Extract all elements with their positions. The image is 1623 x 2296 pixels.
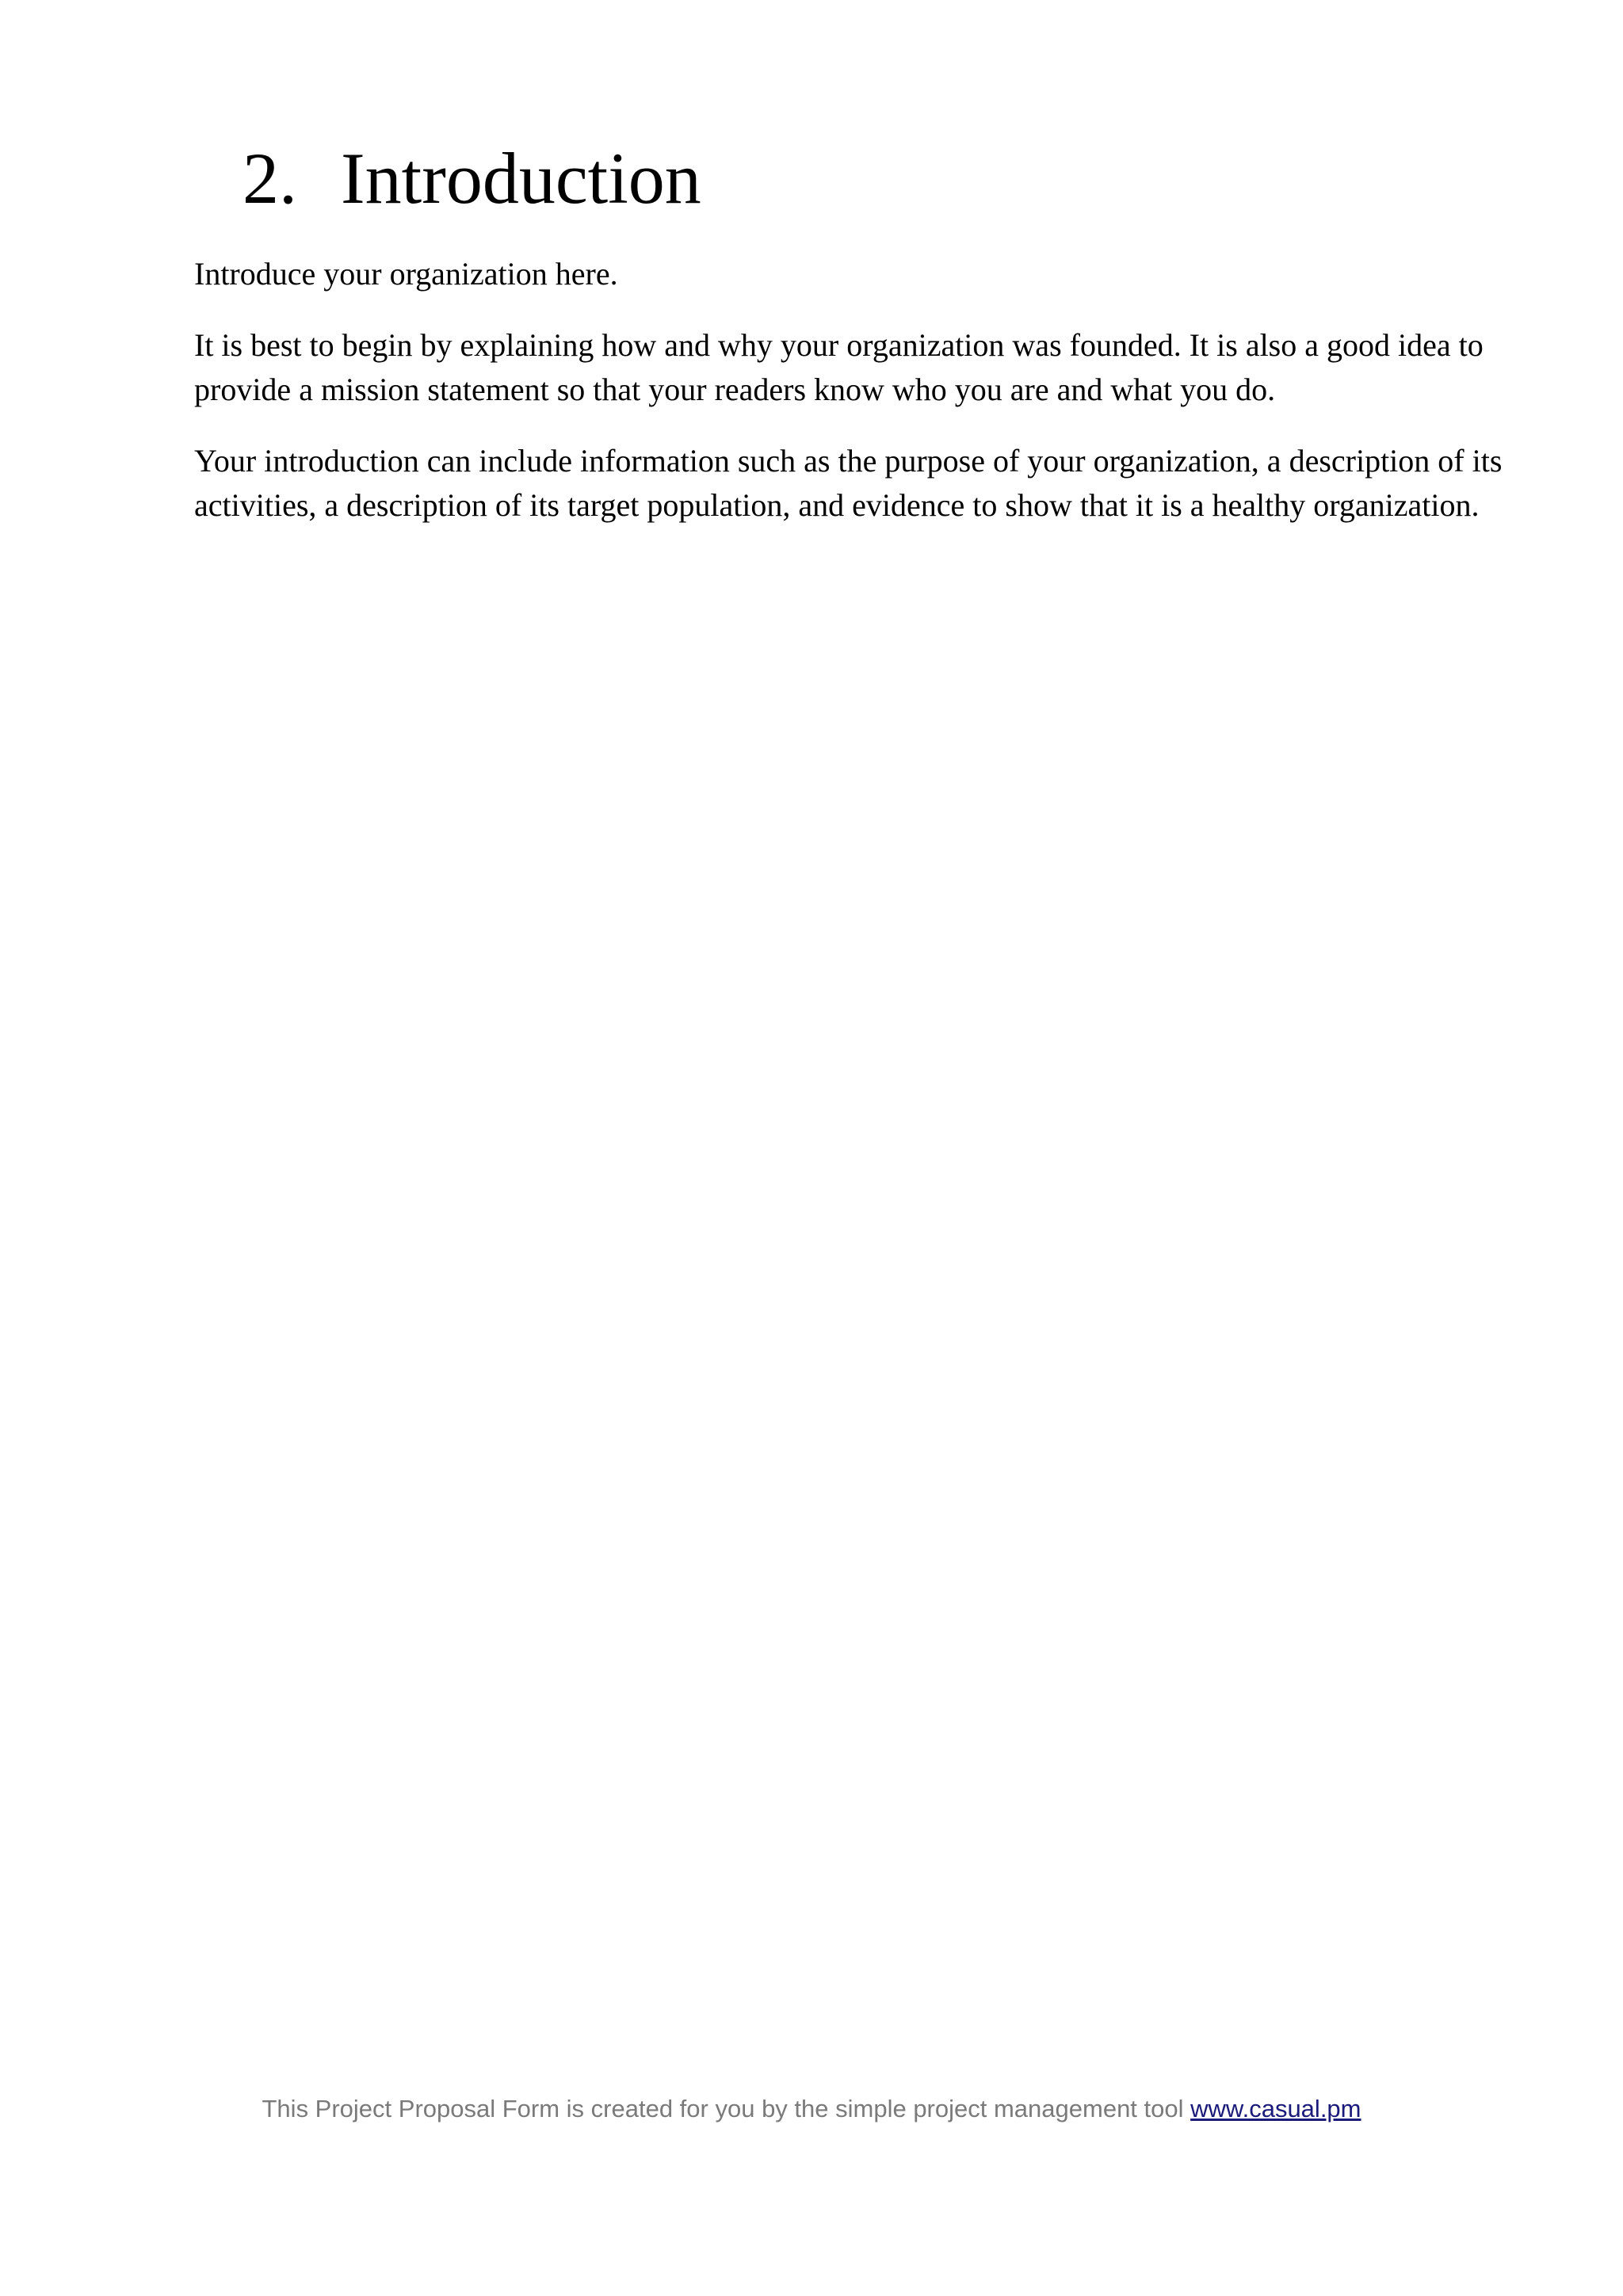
section-heading	[242, 131, 701, 226]
paragraph-contents: Your introduction can include information such as the purpose of your organization, a description of its activities, a description of its target population, and evidence to show that it is a healthy organization.	[194, 443, 1503, 523]
footer-text: This Project Proposal Form is created for you by the simple project management tool	[262, 2095, 1184, 2122]
paragraph-intro: Introduce your organization here.	[194, 256, 618, 292]
page-footer	[0, 2092, 1623, 2126]
section-body	[194, 252, 1510, 555]
paragraph-founding: It is best to begin by explaining how and why your organization was founded. It is also a good idea to provide a mission statement so that your readers know who you are and what you do.	[194, 327, 1484, 407]
footer-link[interactable]: www.casual.pm	[1190, 2095, 1361, 2122]
section-title: Introduction	[341, 138, 701, 219]
section-number: 2.	[242, 138, 297, 219]
